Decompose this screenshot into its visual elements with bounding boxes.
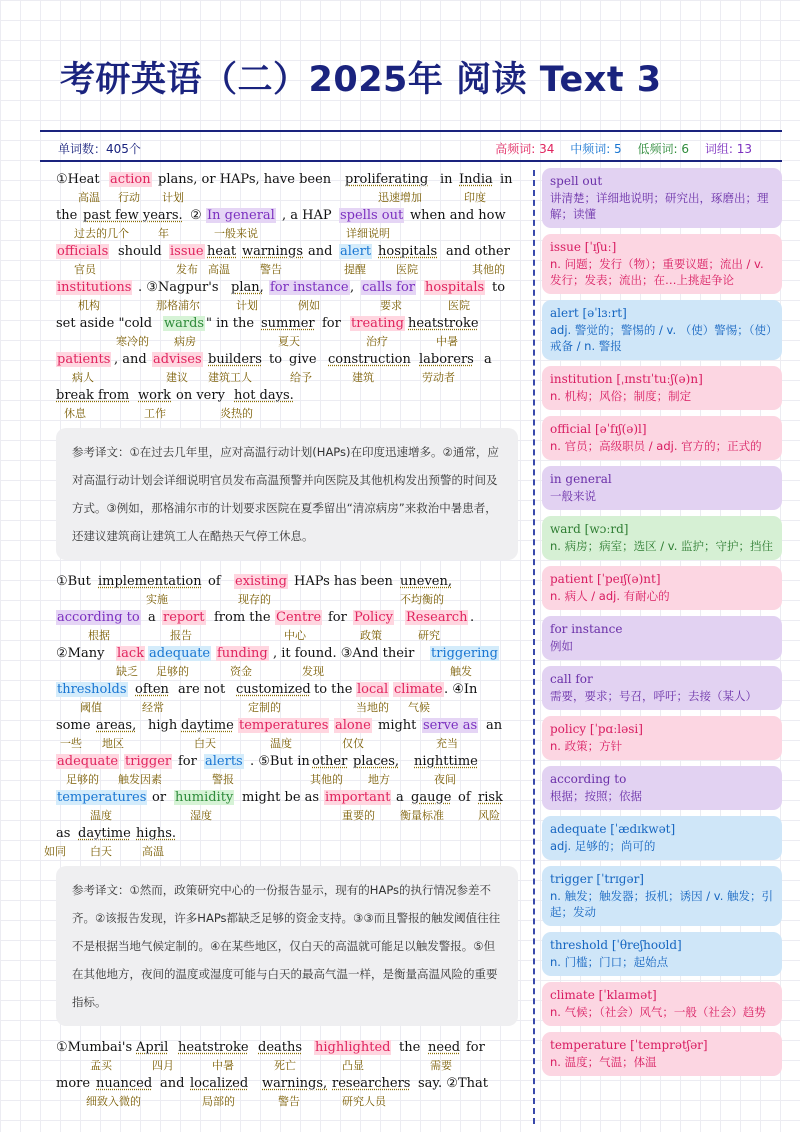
- passage-word: . ③Nagpur's: [138, 280, 219, 295]
- passage-word: ②Many: [56, 646, 105, 661]
- vocab-definition: n. 机构；风俗；制度；制定: [550, 389, 692, 403]
- highlighted-word: climate: [394, 682, 443, 697]
- paragraph-1: [56, 172, 518, 424]
- word-gloss: 寒冷的: [116, 335, 149, 348]
- vocab-headword: institution [ˌɪnstɪˈtuːʃ(ə)n]: [550, 372, 703, 386]
- highlighted-word: highlighted: [315, 1040, 391, 1055]
- highlighted-word: important: [325, 790, 391, 805]
- vocab-card: [542, 816, 782, 860]
- word-gloss: 夜间: [434, 773, 456, 786]
- vocab-definition: 需要，要求；号召，呼吁；去接（某人）: [550, 689, 757, 703]
- passage-word: researchers: [332, 1076, 411, 1091]
- word-gloss: 温度: [90, 809, 112, 822]
- word-gloss: 定制的: [248, 701, 281, 714]
- passage-word: and: [308, 244, 333, 259]
- highlighted-word: trigger: [125, 754, 172, 769]
- passage-word: , a HAP: [282, 208, 332, 223]
- vocab-card: [542, 932, 782, 976]
- vocab-definition: 根据；按照；依据: [550, 789, 642, 803]
- passage-word: for: [466, 1040, 485, 1055]
- highlighted-word: adequate: [57, 754, 119, 769]
- word-gloss: 迅速增加: [378, 191, 422, 204]
- word-gloss: 一般来说: [214, 227, 258, 240]
- passage-word: should: [118, 244, 162, 259]
- word-gloss: 经常: [142, 701, 164, 714]
- word-gloss: 白天: [194, 737, 216, 750]
- vocab-definition: n. 政策；方针: [550, 739, 623, 753]
- passage-word: customized: [236, 682, 311, 697]
- passage-line: [56, 1076, 518, 1112]
- vocab-headword: policy [ˈpɑːləsi]: [550, 722, 643, 736]
- vocab-definition: adj. 足够的；尚可的: [550, 839, 656, 853]
- passage-line: [56, 646, 518, 682]
- passage-word: might: [378, 718, 417, 733]
- passage-word: ①Mumbai's: [56, 1040, 133, 1055]
- passage-word: of: [208, 574, 221, 589]
- passage-word: deaths: [258, 1040, 303, 1055]
- word-gloss: 充当: [436, 737, 458, 750]
- word-gloss: 官员: [74, 263, 96, 276]
- passage-word: some: [56, 718, 91, 733]
- passage-word: might be as: [242, 790, 320, 805]
- highlighted-word: funding: [217, 646, 268, 661]
- word-gloss: 缺乏: [116, 665, 138, 678]
- passage-word: implementation: [98, 574, 202, 589]
- highlighted-word: adequate: [149, 646, 211, 661]
- passage-word: are not: [178, 682, 226, 697]
- highlighted-word: lack: [117, 646, 145, 661]
- vocab-card: [542, 616, 782, 660]
- vocab-card: [542, 366, 782, 410]
- word-gloss: 凸显: [342, 1059, 364, 1072]
- word-gloss: 资金: [230, 665, 252, 678]
- word-gloss: 印度: [464, 191, 486, 204]
- word-gloss: 足够的: [66, 773, 99, 786]
- passage-word: the: [56, 208, 78, 223]
- word-gloss: 病房: [174, 335, 196, 348]
- passage-line: [56, 682, 518, 718]
- passage-word: highs.: [136, 826, 177, 841]
- highlighted-word: Policy: [354, 610, 393, 625]
- translation-2: 参考译文：①然而，政策研究中心的一份报告显示，现有的HAPs的执行情况参差不齐。②该报告发现，许多HAPs都缺乏足够的资金支持。③③而且警报的触发阈值往往不是根据当地气候定制的。④在某些地区，仅白天的高温就可能足以触发警报。⑤但在其他地方，夜间的温度或湿度可能与白天的最高气温一样，是衡量高温风险的重要指标。: [56, 866, 518, 1026]
- vocab-definition: n. 门槛；门口；起始点: [550, 955, 669, 969]
- highlighted-word: report: [163, 610, 205, 625]
- vocab-card: [542, 1032, 782, 1076]
- passage-word: high: [148, 718, 178, 733]
- word-gloss: 计划: [236, 299, 258, 312]
- word-gloss: 阈值: [80, 701, 102, 714]
- word-gloss: 重要的: [342, 809, 375, 822]
- word-gloss: 四月: [152, 1059, 174, 1072]
- word-gloss: 要求: [380, 299, 402, 312]
- passage-word: summer: [261, 316, 315, 331]
- word-gloss: 现存的: [238, 593, 271, 606]
- word-gloss: 衡量标准: [400, 809, 444, 822]
- vocab-headword: call for: [550, 672, 593, 686]
- passage-word: give: [289, 352, 317, 367]
- passage-line: [56, 352, 518, 388]
- passage-word: for: [322, 316, 341, 331]
- highlighted-word: for instance: [270, 280, 349, 295]
- passage-word: proliferating: [345, 172, 429, 187]
- vocab-definition: n. 触发；触发器；扳机；诱因 / v. 触发；引起；发动: [550, 889, 774, 919]
- passage-line: [56, 790, 518, 826]
- passage-word: as: [56, 826, 71, 841]
- phrase-count: 词组: 13: [704, 142, 752, 156]
- vocabulary-sidebar: [542, 168, 782, 1082]
- word-gloss: 风险: [478, 809, 500, 822]
- page-title: 考研英语（二）2025年 阅读 Text 3: [60, 60, 662, 100]
- word-gloss: 警告: [260, 263, 282, 276]
- passage-word: the: [399, 1040, 421, 1055]
- vocab-card: [542, 466, 782, 510]
- vocab-headword: ward [wɔːrd]: [550, 522, 629, 536]
- word-gloss: 触发因素: [118, 773, 162, 786]
- highlighted-word: existing: [235, 574, 287, 589]
- paragraph-3: [56, 1040, 518, 1112]
- word-gloss: 中暑: [436, 335, 458, 348]
- word-gloss: 研究: [418, 629, 440, 642]
- word-gloss: 高温: [78, 191, 100, 204]
- word-gloss: 高温: [208, 263, 230, 276]
- highlighted-word: according to: [57, 610, 140, 625]
- passage-word: places,: [353, 754, 400, 769]
- passage-line: [56, 574, 518, 610]
- vocab-headword: trigger [ˈtrɪɡər]: [550, 872, 644, 886]
- word-gloss: 实施: [146, 593, 168, 606]
- word-gloss: 医院: [396, 263, 418, 276]
- word-gloss: 医院: [448, 299, 470, 312]
- word-gloss: 发现: [302, 665, 324, 678]
- passage-word: more: [56, 1076, 91, 1091]
- passage-word: " in the: [206, 316, 255, 331]
- word-gloss: 行动: [118, 191, 140, 204]
- word-gloss: 细致入微的: [86, 1095, 141, 1108]
- vocab-card: [542, 300, 782, 360]
- passage-word: ①But: [56, 574, 91, 589]
- passage-line: [56, 1040, 518, 1076]
- word-count: 单词数：405个: [58, 142, 141, 156]
- word-gloss: 白天: [90, 845, 112, 858]
- passage-word: gauge: [411, 790, 452, 805]
- highlighted-word: triggering: [431, 646, 498, 661]
- passage-word: heatstroke: [178, 1040, 249, 1055]
- highlighted-word: spells out: [340, 208, 404, 223]
- vocab-card: [542, 716, 782, 760]
- highlighted-word: In general: [207, 208, 275, 223]
- highlighted-word: thresholds: [57, 682, 127, 697]
- vocab-card: [542, 566, 782, 610]
- passage-word: heatstroke: [408, 316, 479, 331]
- passage-word: to: [269, 352, 283, 367]
- word-gloss: 其他的: [310, 773, 343, 786]
- word-gloss: 中心: [284, 629, 306, 642]
- word-gloss: 温度: [270, 737, 292, 750]
- word-gloss: 孟买: [90, 1059, 112, 1072]
- highlighted-word: wards: [164, 316, 205, 331]
- passage-word: laborers: [419, 352, 474, 367]
- passage-word: builders: [208, 352, 262, 367]
- passage-word: in: [440, 172, 453, 187]
- passage-word: past few years.: [83, 208, 183, 223]
- highlighted-word: alert: [340, 244, 372, 259]
- word-gloss: 中暑: [212, 1059, 234, 1072]
- mid-frequency-count: 中频词: 5: [570, 142, 622, 156]
- passage-word: and other: [446, 244, 510, 259]
- vocab-headword: patient [ˈpeɪʃ(ə)nt]: [550, 572, 661, 586]
- highlighted-word: patients: [57, 352, 111, 367]
- vocab-card: [542, 234, 782, 294]
- passage-word: for: [328, 610, 347, 625]
- vocab-headword: issue [ˈɪʃuː]: [550, 240, 617, 254]
- passage-line: [56, 172, 518, 208]
- vocab-card: [542, 866, 782, 926]
- passage-word: nighttime: [414, 754, 478, 769]
- highlighted-word: alerts: [205, 754, 243, 769]
- vocab-definition: n. 气候；（社会）风气；一般（社会）趋势: [550, 1005, 766, 1019]
- word-gloss: 详细说明: [346, 227, 390, 240]
- vocab-card: [542, 416, 782, 460]
- passage-line: [56, 244, 518, 280]
- word-gloss: 过去的几个: [74, 227, 129, 240]
- passage-word: other: [312, 754, 348, 769]
- stats-rule: [40, 160, 782, 162]
- word-gloss: 需要: [430, 1059, 452, 1072]
- passage-word: India: [459, 172, 493, 187]
- passage-word: break from: [56, 388, 130, 403]
- vocab-definition: n. 官员；高级职员 / adj. 官方的；正式的: [550, 439, 762, 453]
- word-gloss: 政策: [360, 629, 382, 642]
- vocab-card: [542, 666, 782, 710]
- passage-line: [56, 718, 518, 754]
- vocab-headword: for instance: [550, 622, 623, 636]
- passage-word: construction: [328, 352, 411, 367]
- word-gloss: 警报: [212, 773, 234, 786]
- vocab-headword: spell out: [550, 174, 603, 188]
- word-gloss: 报告: [170, 629, 192, 642]
- passage-word: from the: [214, 610, 271, 625]
- passage-word: an: [486, 718, 503, 733]
- vocab-definition: n. 温度；气温；体温: [550, 1055, 657, 1069]
- vocab-definition: n. 问题；发行（物）；重要议题；流出 / v. 发行；发表；流出；在…上挑起争论: [550, 257, 764, 287]
- highlighted-word: serve as: [423, 718, 478, 733]
- word-gloss: 触发: [450, 665, 472, 678]
- passage-word: a: [148, 610, 156, 625]
- word-gloss: 劳动者: [422, 371, 455, 384]
- word-gloss: 炎热的: [220, 407, 253, 420]
- passage-word: . ④In: [444, 682, 478, 697]
- passage-word: hospitals: [378, 244, 438, 259]
- passage-line: [56, 280, 518, 316]
- highlighted-word: advises: [153, 352, 202, 367]
- passage-word: warnings,: [262, 1076, 328, 1091]
- passage-word: localized: [190, 1076, 249, 1091]
- word-gloss: 研究人员: [342, 1095, 386, 1108]
- highlighted-word: alone: [335, 718, 371, 733]
- passage-word: when and how: [410, 208, 506, 223]
- header-rule: [40, 130, 782, 132]
- passage-word: , and: [114, 352, 147, 367]
- highlighted-word: treating: [351, 316, 404, 331]
- word-gloss: 不均衡的: [400, 593, 444, 606]
- word-gloss: 建筑工人: [208, 371, 252, 384]
- word-gloss: 警告: [278, 1095, 300, 1108]
- word-gloss: 其他的: [472, 263, 505, 276]
- vocab-card: [542, 982, 782, 1026]
- passage-word: . ⑤But in: [250, 754, 310, 769]
- passage-word: work: [138, 388, 172, 403]
- passage-word: ②: [190, 208, 202, 223]
- word-gloss: 根据: [88, 629, 110, 642]
- passage-line: [56, 754, 518, 790]
- word-gloss: 休息: [64, 407, 86, 420]
- word-gloss: 如同: [44, 845, 66, 858]
- highlighted-word: hospitals: [425, 280, 485, 295]
- highlighted-word: action: [110, 172, 151, 187]
- word-gloss: 足够的: [156, 665, 189, 678]
- vocab-headword: temperature [ˈtemprətʃər]: [550, 1038, 708, 1052]
- passage-word: ①Heat: [56, 172, 100, 187]
- translation-1: 参考译文：①在过去几年里，应对高温行动计划(HAPs)在印度迅速增多。②通常，应对高温行动计划会详细说明官员发布高温预警并向医院及其他机构发出预警的时间及方式。③例如，那格浦尔市的计划要求医院在夏季留出“清凉病房”来救治中暑患者，还建议建筑商让建筑工人在酷热天气停工休息。: [56, 428, 518, 560]
- vocab-card: [542, 766, 782, 810]
- passage-word: to the: [314, 682, 353, 697]
- passage-word: hot days.: [234, 388, 294, 403]
- word-gloss: 给予: [290, 371, 312, 384]
- vocab-headword: threshold [ˈθreʃhoʊld]: [550, 938, 682, 952]
- highlighted-word: local: [357, 682, 389, 697]
- passage-line: [44, 826, 518, 862]
- highlighted-word: officials: [57, 244, 109, 259]
- passage-word: plans, or HAPs, have been: [158, 172, 332, 187]
- passage-word: daytime: [181, 718, 234, 733]
- passage-word: for: [178, 754, 197, 769]
- passage-word: or: [152, 790, 167, 805]
- vocab-headword: climate [ˈklaɪmət]: [550, 988, 657, 1002]
- passage-line: [56, 388, 518, 424]
- vocab-definition: n. 病房；病室；选区 / v. 监护；守护；挡住: [550, 539, 774, 553]
- vocab-headword: adequate [ˈædɪkwət]: [550, 822, 676, 836]
- passage-word: in: [500, 172, 513, 187]
- passage-word: nuanced: [96, 1076, 153, 1091]
- highlighted-word: Research: [406, 610, 468, 625]
- passage-word: .: [470, 610, 475, 625]
- vocab-definition: 例如: [550, 639, 573, 653]
- passage-line: [56, 316, 518, 352]
- column-divider: [533, 170, 535, 1124]
- word-gloss: 例如: [298, 299, 320, 312]
- passage-word: a: [396, 790, 404, 805]
- high-frequency-count: 高频词: 34: [495, 142, 555, 156]
- vocab-definition: adj. 警觉的；警惕的 / v. （使）警惕；（使）戒备 / n. 警报: [550, 323, 772, 353]
- passage-word: areas,: [96, 718, 137, 733]
- vocab-headword: alert [əˈlɜːrt]: [550, 306, 627, 320]
- word-gloss: 一些: [60, 737, 82, 750]
- word-gloss: 仅仅: [342, 737, 364, 750]
- highlighted-word: temperatures: [57, 790, 147, 805]
- word-gloss: 建议: [166, 371, 188, 384]
- word-gloss: 地区: [102, 737, 124, 750]
- passage-word: daytime: [78, 826, 131, 841]
- frequency-stats: [483, 140, 752, 157]
- passage-line: [56, 610, 518, 646]
- word-gloss: 局部的: [202, 1095, 235, 1108]
- passage-word: to: [492, 280, 506, 295]
- word-gloss: 工作: [144, 407, 166, 420]
- highlighted-word: Centre: [276, 610, 322, 625]
- passage-word: , it found. ③And their: [273, 646, 415, 661]
- word-gloss: 死亡: [274, 1059, 296, 1072]
- vocab-headword: according to: [550, 772, 627, 786]
- reading-passage: [44, 172, 518, 1112]
- word-gloss: 年: [158, 227, 169, 240]
- vocab-definition: 讲清楚；详细地说明；研究出，琢磨出；理解；读懂: [550, 191, 769, 221]
- passage-word: of: [458, 790, 471, 805]
- word-gloss: 气候: [408, 701, 430, 714]
- word-gloss: 当地的: [356, 701, 389, 714]
- passage-word: risk: [478, 790, 503, 805]
- highlighted-word: issue: [170, 244, 204, 259]
- passage-word: and: [160, 1076, 185, 1091]
- passage-word: HAPs has been: [294, 574, 393, 589]
- passage-word: plan,: [231, 280, 264, 295]
- highlighted-word: temperatures: [239, 718, 329, 733]
- word-gloss: 提醒: [344, 263, 366, 276]
- passage-word: say. ②That: [418, 1076, 488, 1091]
- passage-word: April: [136, 1040, 169, 1055]
- paragraph-2: [44, 574, 518, 862]
- passage-word: uneven,: [400, 574, 452, 589]
- highlighted-word: humidity: [175, 790, 234, 805]
- vocab-definition: n. 病人 / adj. 有耐心的: [550, 589, 670, 603]
- highlighted-word: calls for: [362, 280, 416, 295]
- passage-word: on very: [176, 388, 225, 403]
- highlighted-word: institutions: [57, 280, 132, 295]
- vocab-card: [542, 516, 782, 560]
- passage-line: [56, 208, 518, 244]
- word-gloss: 机构: [78, 299, 100, 312]
- word-gloss: 夏天: [278, 335, 300, 348]
- vocab-card: [542, 168, 782, 228]
- passage-word: often: [135, 682, 169, 697]
- passage-word: warnings: [242, 244, 303, 259]
- vocab-headword: official [əˈfɪʃ(ə)l]: [550, 422, 647, 436]
- word-gloss: 地方: [368, 773, 390, 786]
- low-frequency-count: 低频词: 6: [637, 142, 690, 156]
- word-gloss: 那格浦尔: [156, 299, 200, 312]
- passage-word: ,: [350, 280, 355, 295]
- word-gloss: 计划: [162, 191, 184, 204]
- vocab-headword: in general: [550, 472, 612, 486]
- word-gloss: 湿度: [190, 809, 212, 822]
- passage-word: heat: [207, 244, 237, 259]
- word-gloss: 治疗: [366, 335, 388, 348]
- word-gloss: 建筑: [352, 371, 374, 384]
- vocab-definition: 一般来说: [550, 489, 596, 503]
- word-gloss: 高温: [142, 845, 164, 858]
- passage-word: a: [484, 352, 492, 367]
- passage-word: set aside "cold: [56, 316, 153, 331]
- passage-word: need: [428, 1040, 461, 1055]
- word-gloss: 病人: [72, 371, 94, 384]
- word-gloss: 发布: [176, 263, 198, 276]
